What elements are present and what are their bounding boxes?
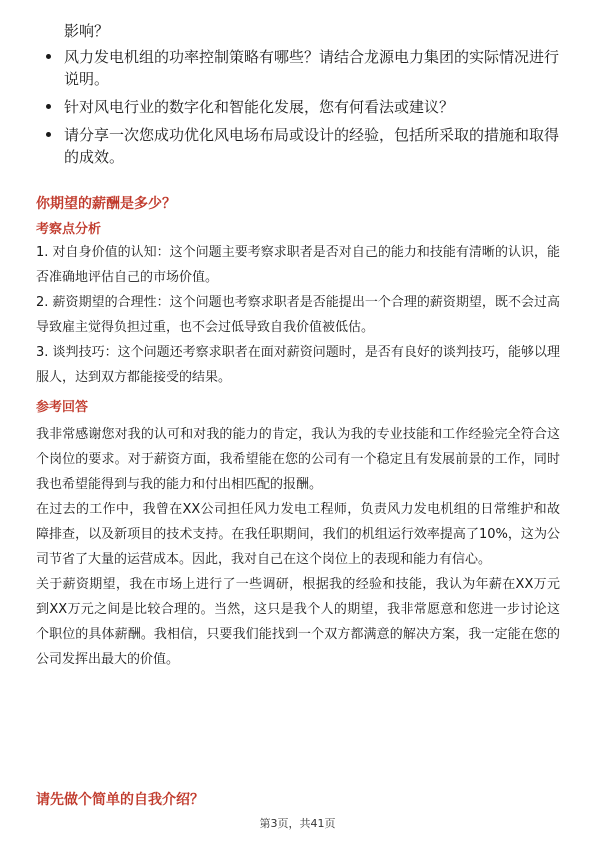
analysis-point: 3. 谈判技巧：这个问题还考察求职者在面对薪资问题时，是否有良好的谈判技巧，能够以理服人，达到双方都能接受的结果。 xyxy=(36,345,560,385)
answer-paragraph: 我非常感谢您对我的认可和对我的能力的肯定，我认为我的专业技能和工作经验完全符合这个岗位的要求。对于薪资方面，我希望能在您的公司有一个稳定且有发展前景的工作，同时我也希望能得到与我的能力和付出相匹配的报酬。 xyxy=(36,427,560,492)
answer-paragraph: 在过去的工作中，我曾在XX公司担任风力发电工程师，负责风力发电机组的日常维护和故障排查，以及新项目的技术支持。在我任职期间，我们的机组运行效率提高了10%，这为公司节省了大量的运营成本。因此，我对自己在这个岗位上的表现和能力有信心。 xyxy=(36,502,560,567)
analysis-point: 2. 薪资期望的合理性：这个问题也考察求职者是否能提出一个合理的薪资期望，既不会过高导致雇主觉得负担过重，也不会过低导致自我价值被低估。 xyxy=(36,295,560,335)
answer-paragraph: 关于薪资期望，我在市场上进行了一些调研，根据我的经验和技能，我认为年薪在XX万元到XX万元之间是比较合理的。当然，这只是我个人的期望，我非常愿意和您进一步讨论这个职位的具体薪酬。我相信，只要我们能找到一个双方都满意的解决方案，我一定能在您的公司发挥出最大的价值。 xyxy=(36,577,560,667)
bullet-icon xyxy=(46,104,51,109)
list-item-text: 针对风电行业的数字化和智能化发展，您有何看法或建议？ xyxy=(64,98,455,116)
next-question-section xyxy=(36,790,560,810)
list-item-text: 请分享一次您成功优化风电场布局或设计的经验，包括所采取的措施和取得的成效。 xyxy=(64,126,560,166)
question-title: 你期望的薪酬是多少？ xyxy=(36,196,176,212)
list-item-text: 风力发电机组的功率控制策略有哪些？请结合龙源电力集团的实际情况进行说明。 xyxy=(64,48,560,88)
list-continuation: 影响？ xyxy=(64,22,110,40)
list-item xyxy=(40,124,560,168)
question-section xyxy=(36,194,560,672)
analysis-heading: 考察点分析 xyxy=(36,222,102,237)
question-list xyxy=(40,20,560,174)
next-question-title: 请先做个简单的自我介绍？ xyxy=(36,792,204,808)
analysis-point: 1. 对自身价值的认知：这个问题主要考察求职者是否对自己的能力和技能有清晰的认识，能否准确地评估自己的市场价值。 xyxy=(36,245,560,285)
answer-heading: 参考回答 xyxy=(36,400,89,415)
page-number: 第3页，共41页 xyxy=(259,817,336,830)
bullet-icon xyxy=(46,54,51,59)
list-item xyxy=(40,96,560,118)
list-item xyxy=(40,46,560,90)
bullet-icon xyxy=(46,132,51,137)
